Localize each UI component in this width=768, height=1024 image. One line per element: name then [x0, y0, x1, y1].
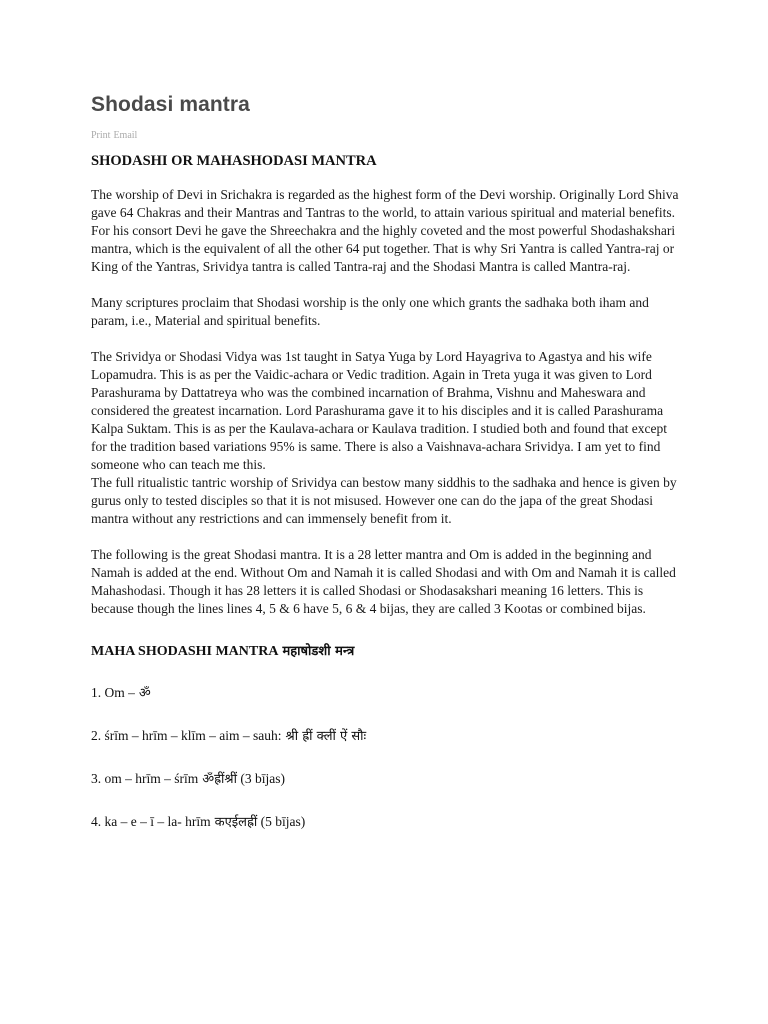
article — [91, 93, 681, 832]
mantra-devanagari: कएईलह्रीं — [214, 815, 258, 830]
page-title: Shodasi mantra — [91, 93, 250, 116]
paragraph-1: The worship of Devi in Srichakra is regarded as the highest form of the Devi worship. Originally Lord Shiva gave 64 Chakras and their Mantras and Tantras to the world, to attain various spiritual and material benefits. For his consort Devi he gave the Shreechakra and the highly coveted and the most powerful Shodashakshari mantra, which is the equivalent of all the other 64 put together. That is why Sri Yantra is called Yantra-raj or King of the Yantras, Srividya tantra is called Tantra-raj and the Shodasi Mantra is called Mantra-raj. — [91, 187, 679, 274]
paragraph-2: Many scriptures proclaim that Shodasi worship is the only one which grants the sadhaka both iham and param, i.e., Material and spiritual benefits. — [91, 295, 649, 328]
mantra-devanagari: ॐ — [138, 686, 151, 701]
email-link[interactable]: Email — [113, 130, 138, 141]
mantra-latin: 3. om – hrīm – śrīm — [91, 771, 199, 786]
mantra-line-3 — [91, 770, 681, 789]
mantra-heading-devanagari: महाषोडशी मन्त्र — [282, 644, 355, 659]
mantra-suffix: (5 bījas) — [260, 814, 306, 829]
mantra-devanagari: ॐह्रींश्रीं — [202, 772, 237, 787]
mantra-latin: 1. Om – — [91, 685, 135, 700]
mantra-latin: 4. ka – e – ī – la- hrīm — [91, 814, 211, 829]
mantra-line-2 — [91, 727, 681, 746]
mantra-suffix: (3 bījas) — [240, 771, 285, 786]
mantra-heading-latin: MAHA SHODASHI MANTRA — [91, 644, 279, 659]
section-subtitle: SHODASHI OR MAHASHODASI MANTRA — [91, 153, 377, 169]
paragraph-4: The full ritualistic tantric worship of Srividya can bestow many siddhis to the sadhaka and hence is given by gurus only to tested disciples so that it is not misused. However one can do the japa of the great Shodasi mantra without any restrictions and can immensely benefit from it. — [91, 475, 677, 526]
print-email-links — [91, 130, 681, 141]
mantra-devanagari: श्री ह्रीं क्लीं ऐं सौः — [285, 729, 367, 744]
mantra-heading — [91, 641, 681, 660]
mantra-line-1 — [91, 684, 681, 703]
paragraph-5: The following is the great Shodasi mantra. It is a 28 letter mantra and Om is added in the beginning and Namah is added at the end. Without Om and Namah it is called Shodasi and with Om and Namah it is called Mahashodasi. Though it has 28 letters it is called Shodasi or Shodasakshari meaning 16 letters. This is because though the lines lines 4, 5 & 6 have 5, 6 & 4 bijas, they are called 3 Kootas or combined bijas. — [91, 547, 676, 616]
mantra-latin: 2. śrīm – hrīm – klīm – aim – sauh: — [91, 728, 282, 743]
paragraph-3: The Srividya or Shodasi Vidya was 1st taught in Satya Yuga by Lord Hayagriva to Agastya and his wife Lopamudra. This is as per the Vaidic-achara or Vedic tradition. Again in Treta yuga it was given to Lord Parashurama by Dattatreya who was the combined incarnation of Brahma, Vishnu and Maheswara and considered the greatest incarnation. Lord Parashurama gave it to his disciples and it is called Parashurama Kalpa Suktam. This is as per the Kaulava-achara or Kaulava tradition. I studied both and found that except for the tradition based variations 95% is same. There is also a Vaishnava-achara Srividya. I am yet to find someone who can teach me this. — [91, 349, 667, 472]
mantra-line-4 — [91, 813, 681, 832]
print-link[interactable]: Print — [91, 130, 111, 141]
